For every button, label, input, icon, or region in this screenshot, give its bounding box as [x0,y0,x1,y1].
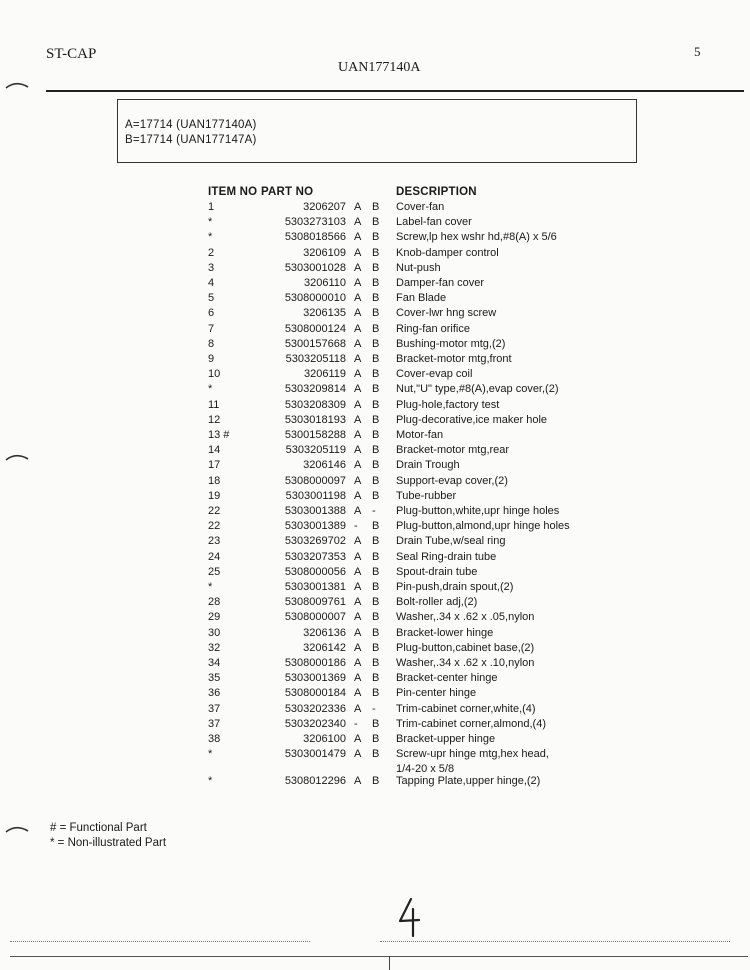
margin-hole-mark-middle [4,452,30,464]
item-no: * [208,748,213,761]
item-no: 30 [208,626,221,639]
part-description: Damper-fan cover [396,277,485,289]
part-row [0,475,750,490]
model-line-b: B=17714 (UAN177147A) [125,134,257,146]
part-no: 5303018193 [284,413,346,426]
part-row [0,775,750,790]
legend-functional: # = Functional Part [50,822,147,834]
item-no: 34 [208,657,221,669]
part-row [0,201,750,216]
item-no: 18 [208,474,221,487]
column-header-description: DESCRIPTION [396,186,477,198]
model-b-flag: B [372,383,380,396]
model-a-flag: A [354,246,362,259]
part-no: 5303001389 [284,520,346,533]
part-description: Knob-damper control [396,246,499,259]
header-rule [46,90,744,92]
part-row [0,748,750,776]
model-b-flag: B [372,748,380,761]
item-no: 22 [208,505,221,517]
part-description: Screw-upr hinge mtg,hex head, [396,748,549,761]
part-no: 5300157668 [284,337,346,350]
model-b-flag: B [372,641,380,654]
part-row [0,687,750,702]
part-description: Washer,.34 x .62 x .10,nylon [396,657,535,669]
part-no: 5303273103 [284,216,346,229]
model-b-flag: B [372,775,380,788]
part-description: Bracket-motor mtg,front [396,353,512,365]
part-description: Tapping Plate,upper hinge,(2) [396,775,541,788]
model-a-flag: A [354,201,362,213]
part-description: Ring-fan orifice [396,322,470,335]
part-no: 3206207 [303,201,346,213]
part-description: Bolt-roller adj,(2) [396,596,478,609]
handwritten-page-number [394,895,422,944]
item-no: * [208,383,213,396]
item-no: 37 [208,717,221,730]
part-description: Bracket-motor mtg,rear [396,444,510,457]
header-left: ST-CAP [46,46,97,62]
item-no: 3 [208,261,215,274]
part-row [0,368,750,383]
part-no: 5300158288 [284,429,346,441]
model-a-flag: A [354,337,362,350]
model-a-flag: A [354,626,362,639]
model-b-flag: B [372,429,380,441]
part-no: 3206142 [303,641,346,654]
part-description: Cover-fan [396,201,445,213]
model-a-flag: A [354,657,362,669]
item-no: * [208,581,213,593]
item-no: 28 [208,596,221,609]
part-no: 5308012296 [284,775,346,788]
part-row [0,703,750,718]
part-row [0,642,750,657]
model-b-flag: B [372,368,380,381]
item-no: 1 [208,201,215,213]
part-row [0,444,750,459]
part-no: 5303269702 [284,535,346,548]
item-no: 29 [208,611,221,624]
item-no: 10 [208,368,221,381]
model-b-flag: B [372,201,380,213]
model-b-flag: B [372,657,380,669]
part-no: 5303001198 [285,489,346,502]
part-row [0,505,750,520]
part-description: Trim-cabinet corner,white,(4) [396,702,536,715]
part-row [0,414,750,429]
model-line-a: A=17714 (UAN177140A) [125,119,257,131]
model-a-flag: A [354,550,362,563]
part-description: Tube-rubber [396,489,457,502]
model-box [117,99,637,163]
part-description: Spout-drain tube [396,565,478,578]
header-model: UAN177140A [338,60,421,75]
model-a-flag: A [354,687,362,700]
footer-rule [10,956,748,957]
model-b-flag: B [372,489,380,502]
part-no: 5303209814 [284,383,346,396]
part-row [0,231,750,246]
model-a-flag: - [354,520,358,533]
part-description: Cover-evap coil [396,368,473,381]
part-row [0,459,750,474]
item-no: 8 [208,337,215,350]
part-description: Pin-center hinge [396,687,477,700]
part-description: Plug-button,cabinet base,(2) [396,641,535,654]
model-a-flag: A [354,216,362,229]
model-a-flag: A [354,398,362,411]
part-row [0,551,750,566]
part-description: Support-evap cover,(2) [396,474,508,487]
model-b-flag: B [372,520,380,533]
part-row [0,596,750,611]
model-b-flag: B [372,672,380,685]
part-no: 5308000124 [284,322,346,335]
part-row [0,247,750,262]
part-row [0,277,750,292]
part-no: 5303208309 [284,398,346,411]
part-no: 5303205118 [285,353,346,365]
part-description: Bracket-lower hinge [396,626,494,639]
model-b-flag: B [372,565,380,578]
model-a-flag: A [354,596,362,609]
part-row [0,338,750,353]
part-description: Bushing-motor mtg,(2) [396,337,506,350]
part-description: Cover-lwr hng screw [396,307,497,320]
part-no: 5308000010 [284,292,346,305]
part-row [0,672,750,687]
model-b-flag: B [372,277,380,289]
model-b-flag: B [372,398,380,411]
model-a-flag: A [354,444,362,457]
model-a-flag: A [354,489,362,502]
model-b-flag: B [372,581,380,593]
part-no: 5303001388 [284,505,346,517]
model-a-flag: A [354,672,362,685]
item-no: 5 [208,292,215,305]
part-no: 3206136 [303,626,346,639]
column-header-part: PART NO [261,186,314,198]
scan-dots-right [380,941,730,942]
model-a-flag: A [354,277,362,289]
part-row [0,292,750,307]
item-no: 14 [208,444,221,457]
model-b-flag: - [372,702,376,715]
item-no: 17 [208,459,221,472]
part-no: 5303202336 [284,702,346,715]
part-description: Pin-push,drain spout,(2) [396,581,514,593]
item-no: 38 [208,733,221,745]
part-description: Plug-button,white,upr hinge holes [396,505,560,517]
item-no: 19 [208,489,221,502]
item-no: 11 [208,398,220,411]
part-no: 3206110 [303,277,346,289]
part-description: Bracket-center hinge [396,672,498,685]
part-description: Motor-fan [396,429,444,441]
item-no: * [208,231,213,244]
model-b-flag: B [372,474,380,487]
part-description: Fan Blade [396,292,447,305]
part-no: 5308018566 [284,231,346,244]
model-b-flag: B [372,717,380,730]
model-a-flag: A [354,429,362,441]
item-no: 7 [208,322,215,335]
part-row [0,262,750,277]
part-no: 5303001381 [284,581,346,593]
item-no: 12 [208,413,221,426]
part-row [0,611,750,626]
model-b-flag: B [372,292,380,305]
part-no: 3206146 [303,459,346,472]
part-row [0,718,750,733]
part-row [0,490,750,505]
model-b-flag: B [372,596,380,609]
part-description: Washer,.34 x .62 x .05,nylon [396,611,535,624]
fold-tick [389,956,390,970]
part-description: Trim-cabinet corner,almond,(4) [396,717,546,730]
model-b-flag: B [372,733,380,745]
model-a-flag: A [354,641,362,654]
part-row [0,323,750,338]
model-a-flag: A [354,292,362,305]
part-no: 5308009761 [284,596,346,609]
part-no: 3206135 [303,307,346,320]
item-no: * [208,216,213,229]
part-row [0,535,750,550]
item-no: 24 [208,550,221,563]
part-description: Plug-hole,factory test [396,398,500,411]
part-row [0,566,750,581]
part-row [0,733,750,748]
model-b-flag: B [372,261,380,274]
model-b-flag: B [372,459,380,472]
model-b-flag: B [372,444,380,457]
model-a-flag: A [354,368,362,381]
part-no: 5308000186 [284,657,346,669]
part-no: 5308000007 [284,611,346,624]
model-a-flag: A [354,413,362,426]
part-no: 5308000097 [284,474,346,487]
model-a-flag: A [354,307,362,320]
model-a-flag: A [354,505,362,517]
part-no: 5303207353 [284,550,346,563]
item-no: 2 [208,246,215,259]
model-b-flag: B [372,611,380,624]
part-description: Screw,lp hex wshr hd,#8(A) x 5/6 [396,231,557,244]
item-no: 25 [208,565,221,578]
model-a-flag: A [354,611,362,624]
part-description: Plug-decorative,ice maker hole [396,413,548,426]
part-row [0,216,750,231]
part-no: 3206100 [303,733,346,745]
legend-non-illustrated: * = Non-illustrated Part [50,837,167,849]
part-description: Seal Ring-drain tube [396,550,497,563]
model-a-flag: A [354,474,362,487]
part-row [0,520,750,535]
part-row [0,657,750,672]
model-b-flag: B [372,687,380,700]
model-b-flag: - [372,505,376,517]
part-row [0,429,750,444]
item-no: 37 [208,702,221,715]
part-row [0,399,750,414]
part-no: 5303001028 [284,261,346,274]
part-row [0,383,750,398]
model-a-flag: A [354,459,362,472]
model-a-flag: A [354,353,362,365]
part-description-continued: 1/4-20 x 5/8 [396,763,455,776]
part-description: Drain Tube,w/seal ring [396,535,506,548]
part-no: 5303001369 [284,672,346,685]
part-description: Drain Trough [396,459,460,472]
item-no: * [208,775,213,788]
model-a-flag: A [354,748,362,761]
item-no: 36 [208,687,221,700]
model-b-flag: B [372,626,380,639]
scan-dots-left [10,941,310,942]
model-b-flag: B [372,413,380,426]
item-no: 13 # [208,429,230,441]
part-description: Bracket-upper hinge [396,733,496,745]
model-a-flag: A [354,702,362,715]
model-b-flag: B [372,337,380,350]
model-b-flag: B [372,216,380,229]
part-no: 5303001479 [284,748,346,761]
item-no: 35 [208,672,221,685]
model-a-flag: - [354,717,358,730]
part-row [0,581,750,596]
model-b-flag: B [372,246,380,259]
model-b-flag: B [372,550,380,563]
model-b-flag: B [372,231,380,244]
model-a-flag: A [354,535,362,548]
part-description: Label-fan cover [396,216,472,229]
part-no: 5308000184 [284,687,346,700]
item-no: 4 [208,277,215,289]
part-row [0,353,750,368]
model-a-flag: A [354,775,362,788]
model-a-flag: A [354,581,362,593]
part-row [0,307,750,322]
part-no: 5303205119 [285,444,346,457]
page-number: 5 [694,44,701,59]
item-no: 6 [208,307,215,320]
model-a-flag: A [354,261,362,274]
model-b-flag: B [372,322,380,335]
part-description: Nut-push [396,261,441,274]
item-no: 23 [208,535,221,548]
item-no: 22 [208,520,221,533]
part-no: 5308000056 [284,565,346,578]
item-no: 32 [208,641,221,654]
model-a-flag: A [354,383,362,396]
model-a-flag: A [354,322,362,335]
model-a-flag: A [354,565,362,578]
part-no: 3206109 [303,246,346,259]
model-a-flag: A [354,231,362,244]
model-b-flag: B [372,307,380,320]
part-description: Nut,"U" type,#8(A),evap cover,(2) [396,383,559,396]
item-no: 9 [208,353,215,365]
part-row [0,627,750,642]
model-b-flag: B [372,353,380,365]
margin-hole-mark-bottom [4,824,30,836]
part-no: 3206119 [303,368,346,381]
margin-hole-mark-top [4,80,30,92]
part-no: 5303202340 [284,717,346,730]
column-header-item: ITEM NO [208,186,258,198]
model-a-flag: A [354,733,362,745]
part-description: Plug-button,almond,upr hinge holes [396,520,570,533]
model-b-flag: B [372,535,380,548]
